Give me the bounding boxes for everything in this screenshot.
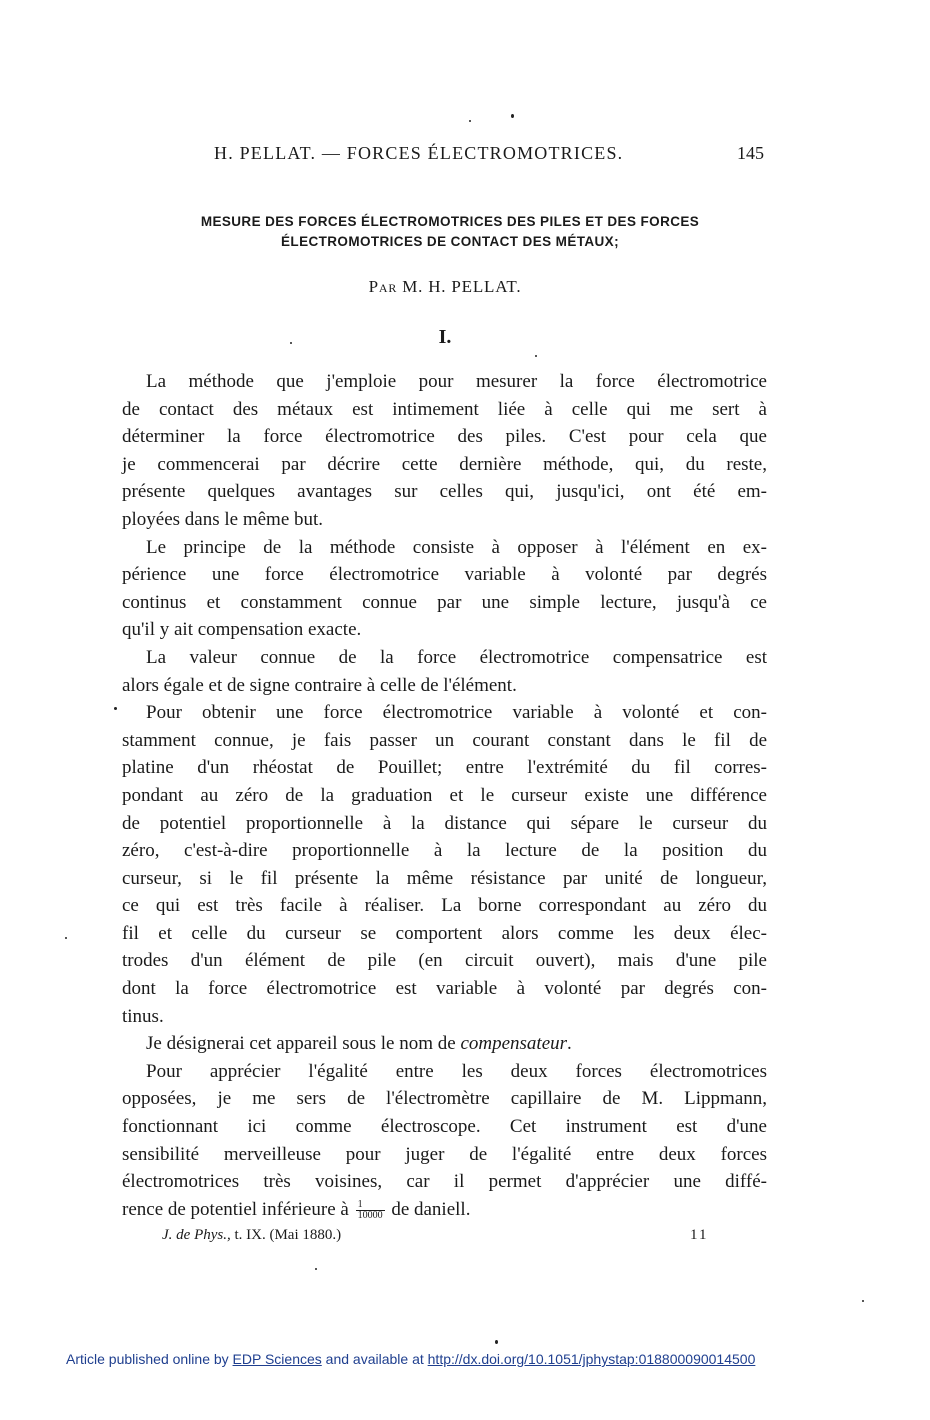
text-line: alors égale et de signe contraire à celle de l'élément. [122,674,517,696]
citation-journal: J. de Phys., [162,1227,231,1243]
text-line-fraction [122,1196,767,1224]
fraction-denominator: 10000 [357,1209,383,1221]
text-line-start: rence de potentiel inférieure à [122,1198,349,1220]
text-line-compensateur [122,1030,767,1058]
text-line: Le principe de la méthode consiste à opposer à l'élément en ex- [146,536,767,558]
text-line: dont la force électromotrice est variable à volonté par degrés con- [122,978,767,1000]
signature-mark: 11 [690,1227,709,1243]
citation-volume: t. IX. (Mai 1880.) [234,1227,342,1243]
doi-bar [66,1351,866,1367]
byline-author: M. H. PELLAT. [402,277,522,296]
scan-speck [469,120,471,122]
text-line: trodes d'un élément de pile (en circuit ouvert), mais d'une pile [122,950,767,972]
byline [0,277,890,297]
scan-speck [511,114,514,118]
text-line: pondant au zéro de la graduation et le curseur existe une différence [122,784,767,806]
text-line: La valeur connue de la force électromotrice compensatrice est [146,646,767,668]
text-line: ce qui est très facile à réaliser. La borne correspondant au zéro du [122,895,767,917]
text-line: Pour apprécier l'égalité entre les deux forces électromotrices [146,1060,767,1082]
article-title [120,212,780,252]
fraction-numerator: 1 [356,1200,385,1211]
scan-speck [862,1300,864,1302]
text-line: fil et celle du curseur se comportent alors comme les deux élec- [122,922,767,944]
text-line: platine d'un rhéostat de Pouillet; entre l'extrémité du fil corres- [122,757,767,779]
scan-speck [290,342,292,344]
publisher-link[interactable]: EDP Sciences [232,1351,322,1367]
running-head [0,143,930,167]
text-line: qu'il y ait compensation exacte. [122,619,362,641]
text-line: déterminer la force électromotrice des piles. C'est pour cela que [122,426,767,448]
scan-speck [315,1268,317,1270]
text-line: électromotrices très voisines, car il permet d'apprécier une diffé- [122,1171,767,1193]
text-line: de contact des métaux est intimement liée à celle qui me sert à [122,398,767,420]
text-line: La méthode que j'emploie pour mesurer la force électromotrice [146,371,767,392]
text-line: fonctionnant ici comme électroscope. Cet instrument est d'une [122,1116,767,1138]
article-title-line-1: MESURE DES FORCES ÉLECTROMOTRICES DES PILES ET DES FORCES [200,214,700,229]
scan-speck [535,355,537,357]
doi-middle: and available at [325,1351,424,1367]
italic-term: compensateur [460,1033,568,1055]
text-line: continus et constamment connue par une simple lecture, jusqu'à ce [122,591,767,613]
text-line: Pour obtenir une force électromotrice variable à volonté et con- [146,702,767,724]
text-line-start: Je désignerai cet appareil sous le nom de [146,1033,456,1055]
text-line: tinus. [122,1005,164,1027]
page-number: 145 [737,143,764,163]
scan-speck [495,1340,498,1344]
journal-citation [162,1227,341,1244]
byline-prefix: Par [368,277,398,296]
article-title-line-2: ÉLECTROMOTRICES DE CONTACT DES MÉTAUX; [281,234,619,249]
doi-link[interactable]: http://dx.doi.org/10.1051/jphystap:018800090014500 [427,1351,756,1367]
text-line: stamment connue, je fais passer un courant constant dans le fil de [122,729,767,751]
text-line: opposées, je me sers de l'électromètre capillaire de M. Lippmann, [122,1088,767,1110]
text-line: zéro, c'est-à-dire proportionnelle à la lecture de la position du [122,840,767,862]
body-text [122,368,767,1223]
text-line: je commencerai par décrire cette dernière méthode, qui, du reste, [122,453,767,475]
text-line: périence une force électromotrice variable à volonté par degrés [122,564,767,586]
text-line: ployées dans le même but. [122,508,324,530]
running-head-title: H. PELLAT. — FORCES ÉLECTROMOTRICES. [214,143,624,163]
text-line-end: de daniell. [391,1198,471,1220]
section-number: I. [438,326,452,348]
text-line: présente quelques avantages sur celles qui, jusqu'ici, ont été em- [122,481,767,503]
text-line: curseur, si le fil présente la même résistance par unité de longueur, [122,867,767,889]
text-line: sensibilité merveilleuse pour juger de l'égalité entre deux forces [122,1143,767,1165]
doi-prefix: Article published online by [66,1351,229,1367]
scan-speck [114,707,117,710]
scan-speck [65,937,67,939]
fraction [356,1200,385,1221]
text-line: de potentiel proportionnelle à la distance qui sépare le curseur du [122,812,767,834]
term-period: . [567,1033,572,1055]
